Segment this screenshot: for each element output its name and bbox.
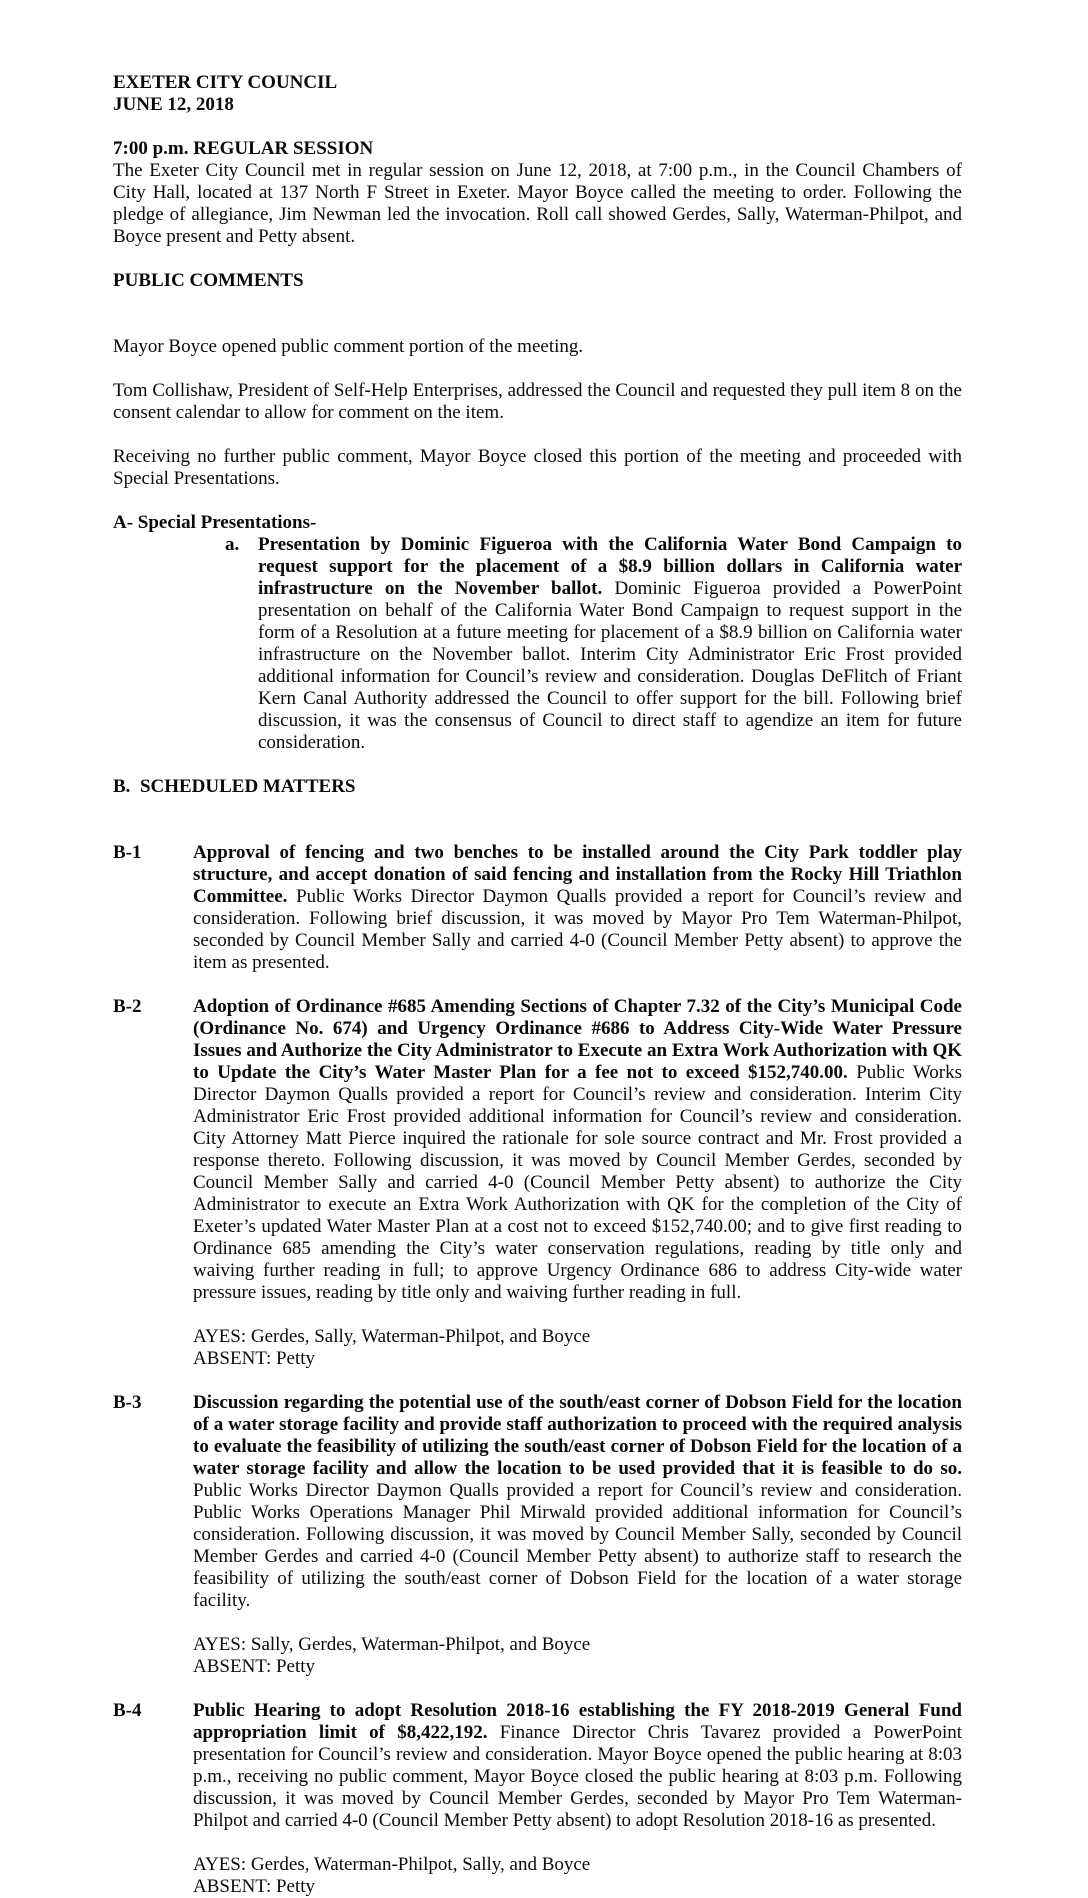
agenda-item-b3-text: Public Works Director Daymon Qualls provided a report for Council’s review and consideration. Public Works Operations Manager Phil Mirwald provided additional information for Council’s consideration. Following discussion, it was moved by Council Member Sally, seconded by Council Member Gerdes and carried 4-0 (Council Member Petty absent) to authorize staff to research the feasibility of utilizing the south/east corner of Dobson Field for the location of a water storage facility.	[193, 1480, 962, 1611]
agenda-item-b2-label: B-2	[113, 996, 142, 1017]
scheduled-matters-heading	[113, 776, 962, 798]
public-comment-paragraph-1: Mayor Boyce opened public comment portion of the meeting.	[113, 336, 584, 357]
agenda-item-b2-votes	[193, 1326, 962, 1370]
agenda-item-b3-bold-lead: Discussion regarding the potential use of the south/east corner of Dobson Field for the location of a water storage facility and provide staff authorization to proceed with the required analysis to evaluate the feasibility of utilizing the south/east corner of Dobson Field for the location of a water storage facility and allow the location to be used provided that it is feasible to do so.	[193, 1392, 962, 1479]
agenda-item-b4	[113, 1700, 962, 1898]
document-title: EXETER CITY COUNCIL	[113, 72, 338, 93]
agenda-item-b3-paragraph	[193, 1392, 962, 1612]
agenda-item-b1-paragraph	[193, 842, 962, 974]
scheduled-matters-letter: B.	[113, 776, 131, 797]
agenda-item-b4-absent: ABSENT: Petty	[193, 1876, 316, 1897]
agenda-item-b4-ayes: AYES: Gerdes, Waterman-Philpot, Sally, and Boyce	[193, 1854, 591, 1875]
spacer	[113, 820, 962, 842]
scheduled-matters-title: SCHEDULED MATTERS	[139, 776, 356, 797]
public-comment-paragraph-3: Receiving no further public comment, Mayor Boyce closed this portion of the meeting and proceeded with Special Presentations.	[113, 446, 962, 489]
agenda-item-b1	[113, 842, 962, 974]
agenda-item-b1-bold-lead: Approval of fencing and two benches to be installed around the City Park toddler play structure, and accept donation of said fencing and installation from the Rocky Hill Triathlon Committee.	[193, 842, 962, 907]
spacer	[113, 116, 962, 138]
agenda-item-b4-content	[193, 1700, 962, 1898]
special-item-bold-lead: Presentation by Dominic Figueroa with the California Water Bond Campaign to request support for the placement of a $8.9 billion dollars in California water infrastructure on the November ballot.	[258, 534, 962, 599]
public-comments-section	[113, 270, 962, 490]
spacer	[113, 314, 962, 336]
agenda-item-b2-bold-lead: Adoption of Ordinance #685 Amending Sections of Chapter 7.32 of the City’s Municipal Code (Ordinance No. 674) and Urgency Ordinance #686 to Address City-Wide Water Pressure Issues and Authorize the City Administrator to Execute an Extra Work Authorization with QK to Update the City’s Water Master Plan for a fee not to exceed $152,740.00.	[193, 996, 962, 1083]
session-heading: 7:00 p.m. REGULAR SESSION	[113, 138, 374, 159]
document-date: JUNE 12, 2018	[113, 94, 234, 115]
agenda-item-b3-absent: ABSENT: Petty	[193, 1656, 316, 1677]
special-presentation-item-a	[225, 534, 962, 754]
agenda-item-b3	[113, 1392, 962, 1678]
agenda-item-b2-absent: ABSENT: Petty	[193, 1348, 316, 1369]
special-presentations-heading: A- Special Presentations-	[113, 512, 317, 533]
session-paragraph: The Exeter City Council met in regular session on June 12, 2018, at 7:00 p.m., in the Council Chambers of City Hall, located at 137 North F Street in Exeter. Mayor Boyce called the meeting to order. Following the pledge of allegiance, Jim Newman led the invocation. Roll call showed Gerdes, Sally, Waterman-Philpot, and Boyce present and Petty absent.	[113, 160, 962, 247]
agenda-item-b2-paragraph	[193, 996, 962, 1304]
public-comments-heading: PUBLIC COMMENTS	[113, 270, 304, 291]
agenda-item-b3-votes	[193, 1634, 962, 1678]
special-item-label: a.	[225, 534, 240, 555]
agenda-item-b2-text: Public Works Director Daymon Qualls provided a report for Council’s review and consideration. Interim City Administrator Eric Frost provided additional information for Council’s review and consideration. City Attorney Matt Pierce inquired the rationale for sole source contract and Mr. Frost provided a response thereto. Following discussion, it was moved by Council Member Gerdes, seconded by Council Member Sally and carried 4-0 (Council Member Petty absent) to authorize the City Administrator to execute an Extra Work Authorization with QK for the completion of the City of Exeter’s updated Water Master Plan at a cost not to exceed $152,740.00; and to give first reading to Ordinance 685 amending the City’s water conservation regulations, reading by title only and waiving further reading in full; to approve Urgency Ordinance 686 to address City-wide water pressure issues, reading by title only and waiving further reading in full.	[193, 1062, 962, 1303]
agenda-item-b1-label: B-1	[113, 842, 142, 863]
document-header	[113, 72, 962, 116]
agenda-item-b4-bold-lead: Public Hearing to adopt Resolution 2018-16 establishing the FY 2018-2019 General Fund appropriation limit of $8,422,192.	[193, 1700, 962, 1743]
agenda-item-b4-text: Finance Director Chris Tavarez provided a PowerPoint presentation for Council’s review and consideration. Mayor Boyce opened the public hearing at 8:03 p.m., receiving no public comment, Mayor Boyce closed the public hearing at 8:03 p.m. Following discussion, it was moved by Council Member Gerdes, seconded by Mayor Pro Tem Waterman-Philpot and carried 4-0 (Council Member Petty absent) to adopt Resolution 2018-16 as presented.	[193, 1722, 962, 1831]
agenda-item-b2	[113, 996, 962, 1370]
special-item-paragraph	[258, 534, 962, 754]
agenda-item-b1-text: Public Works Director Daymon Qualls provided a report for Council’s review and consideration. Following brief discussion, it was moved by Mayor Pro Tem Waterman-Philpot, seconded by Council Member Sally and carried 4-0 (Council Member Petty absent) to approve the item as presented.	[193, 886, 962, 973]
agenda-item-b3-content	[193, 1392, 962, 1678]
agenda-item-b3-label: B-3	[113, 1392, 142, 1413]
agenda-item-b2-content	[193, 996, 962, 1370]
special-presentations-section	[113, 512, 962, 754]
agenda-item-b2-ayes: AYES: Gerdes, Sally, Waterman-Philpot, and Boyce	[193, 1326, 591, 1347]
public-comment-paragraph-2: Tom Collishaw, President of Self-Help Enterprises, addressed the Council and requested they pull item 8 on the consent calendar to allow for comment on the item.	[113, 380, 962, 423]
special-item-text: Dominic Figueroa provided a PowerPoint presentation on behalf of the California Water Bond Campaign to request support in the form of a Resolution at a future meeting for placement of a $8.9 billion on California water infrastructure on the November ballot. Interim City Administrator Eric Frost provided additional information for Council’s review and consideration. Douglas DeFlitch of Friant Kern Canal Authority addressed the Council to offer support for the bill. Following brief discussion, it was the consensus of Council to direct staff to agendize an item for future consideration.	[258, 578, 962, 753]
agenda-item-b1-content	[193, 842, 962, 974]
agenda-item-b4-votes	[193, 1854, 962, 1898]
agenda-item-b4-paragraph	[193, 1700, 962, 1832]
scheduled-matters-section	[113, 776, 962, 1898]
agenda-item-b4-label: B-4	[113, 1700, 142, 1721]
agenda-item-b3-ayes: AYES: Sally, Gerdes, Waterman-Philpot, and Boyce	[193, 1634, 591, 1655]
regular-session-section	[113, 138, 962, 248]
